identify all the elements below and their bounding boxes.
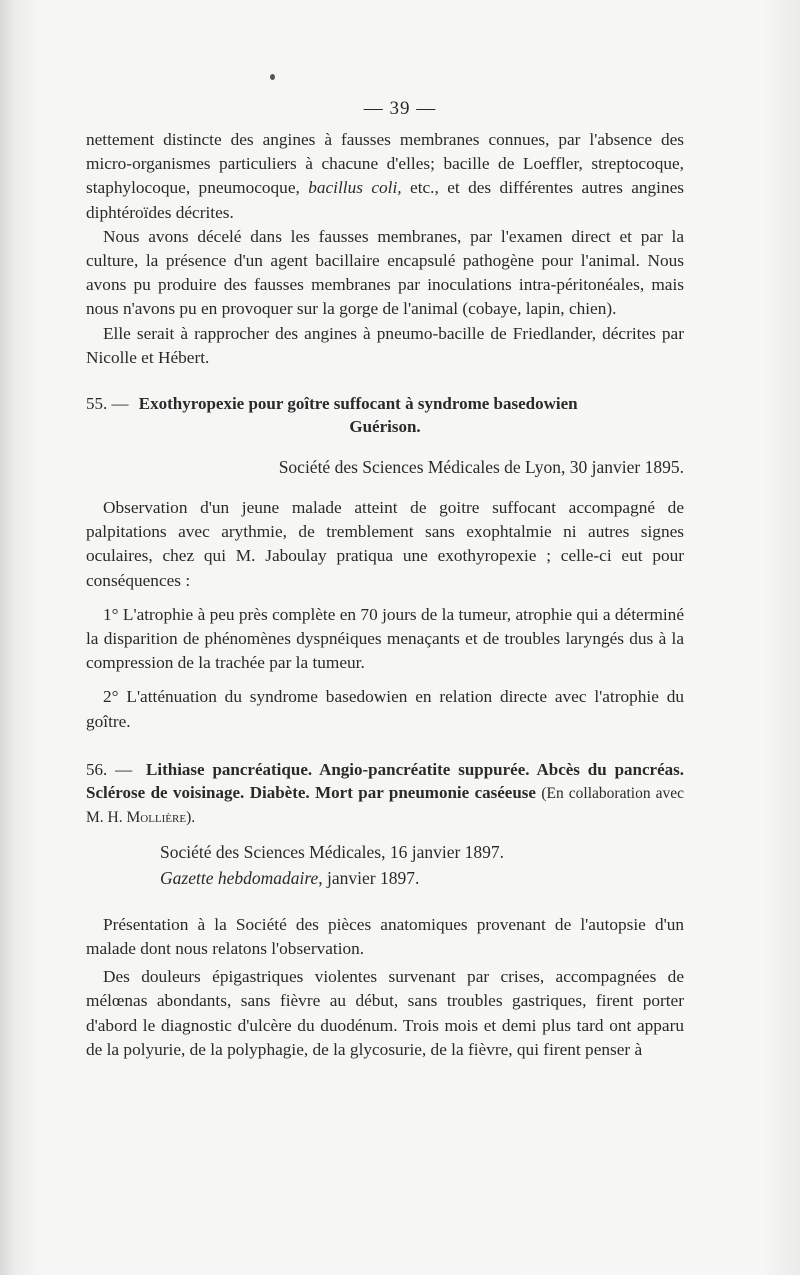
section-56-heading — [86, 758, 684, 829]
page-number: — 39 — — [363, 98, 437, 119]
paragraph: Elle serait à rapprocher des angines à pneumo-bacille de Friedlander, décrites par Nicolle et Hébert. — [86, 323, 684, 367]
section-55-heading — [86, 392, 684, 438]
section-number: 55. — — [86, 394, 129, 414]
journal-title: Gazette hebdomadaire — [160, 867, 319, 888]
section-number: 56. — — [86, 759, 133, 779]
paragraph: 1° L'atrophie à peu près complète en 70 jours de la tumeur, atrophie qui a déterminé la disparition de phénomènes dyspnéiques menaçants et de troubles laryngés dus à la compression de la trachée par la tumeur. — [86, 604, 684, 673]
collaboration-note: (En collaboration avec M. H. Mollière). — [86, 784, 685, 826]
paragraph: Nous avons décelé dans les fausses membranes, par l'examen direct et par la culture, la présence d'un agent bacillaire encapsulé pathogène pour l'animal. Nous avons pu produire des fausses membranes par inoculations intra-péritonéales, mais nous n'avons pu en provoquer sur la gorge de l'animal (cobaye, lapin, chien). — [86, 226, 684, 319]
section-source: Société des Sciences Médicales, 16 janvier 1897. — [160, 841, 505, 862]
ink-spot — [270, 74, 275, 80]
section-source: Société des Sciences Médicales de Lyon, 30 janvier 1895. — [278, 457, 684, 478]
section-source: Gazette hebdomadaire, janvier 1897. — [160, 867, 420, 888]
paragraph: Présentation à la Société des pièces anatomiques provenant de l'autopsie d'un malade dont nous relatons l'observation. — [86, 914, 684, 959]
section-title: Exothyropexie pour goître suffocant à syndrome basedowien — [138, 394, 578, 414]
section-title: Lithiase pancréatique. Angio-pancréatite suppurée. Abcès du pancréas. Sclérose de voisinage. Diabète. Mort par pneumonie caséeuse — [86, 759, 685, 802]
page-content — [86, 128, 684, 1062]
paragraph: Des douleurs épigastriques violentes survenant par crises, accompagnées de mélœnas abondants, sans fièvre au début, sans troubles gastriques, firent porter d'abord le diagnostic d'ulcère du duodénum. Trois mois et demi plus tard ont apparu de la polyurie, de la polyphagie, de la glycosurie, de la fièvre, qui firent penser à — [86, 967, 684, 1059]
italic-term: bacillus coli, — [308, 178, 402, 198]
paragraph-intro: nettement distincte des angines à fausses membranes connues, par l'absence des micro-organismes particuliers à chacune d'elles; bacille de Loeffler, streptocoque, staphylocoque, pneumocoque, bacillus coli, etc., et des différentes autres angines diphtéroïdes décrites. — [86, 130, 684, 222]
section-sources — [86, 839, 684, 891]
paragraph: Observation d'un jeune malade atteint de goitre suffocant accompagné de palpitations avec arythmie, de tremblement sans exophtalmie ni autres signes oculaires, chez qui M. Jaboulay pratiqua une exothyropexie ; celle-ci eut pour conséquences : — [86, 498, 684, 590]
section-title-line2: Guérison. — [349, 417, 421, 437]
paragraph: 2° L'atténuation du syndrome basedowien en relation directe avec l'atrophie du goître. — [86, 687, 684, 731]
collaborator-name: Mollière — [126, 808, 187, 826]
